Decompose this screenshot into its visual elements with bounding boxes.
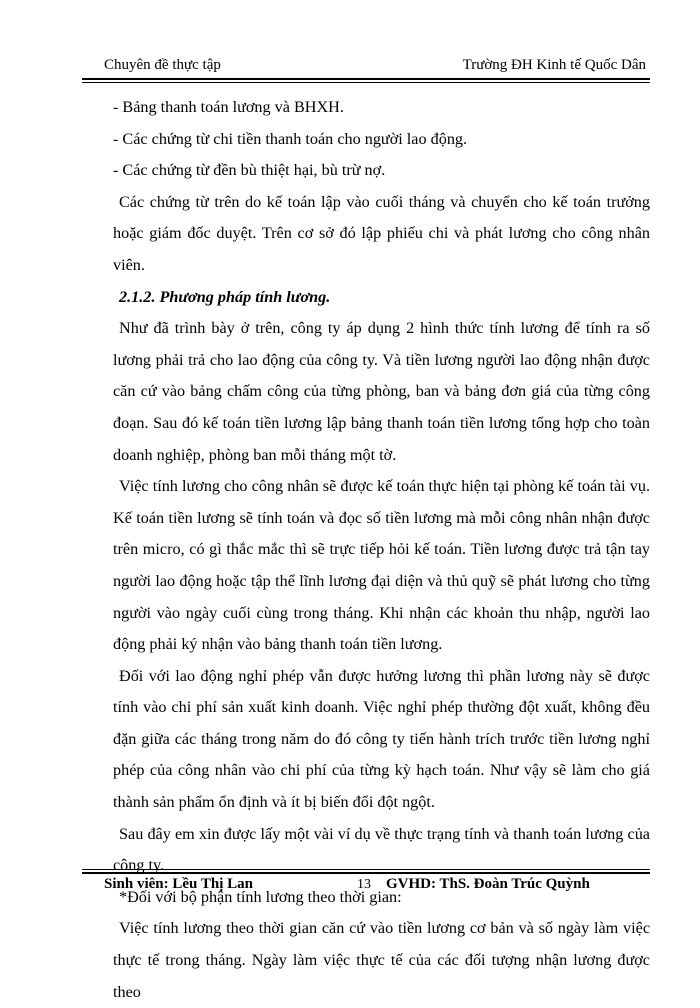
header-rule-thin — [82, 82, 650, 83]
body-paragraph: Như đã trình bày ở trên, công ty áp dụng 2 hình thức tính lương để tính ra số lương phải trả cho lao động của công ty. Và tiền lương người lao động nhận được căn cứ vào bảng chấm công của từng phòng, ban và bảng đơn giá của từng công đoạn. Sau đó kế toán tiền lương lập bảng thanh toán tiền lương tổng hợp cho toàn doanh nghiệp, phòng ban mỗi tháng một tờ. — [113, 319, 650, 464]
body-paragraph: Việc tính lương cho công nhân sẽ được kế toán thực hiện tại phòng kế toán tài vụ. Kế toán tiền lương sẽ tính toán và đọc số tiền lương mà mỗi công nhân nhận được trên micro, có gì thắc mắc thì sẽ trực tiếp hỏi kế toán. Tiền lương được trả tận tay người lao động hoặc tập thể lĩnh lương đại diện và thủ quỹ sẽ phát lương cho từng người vào ngày cuối cùng trong tháng. Khi nhận các khoản thu nhập, người lao động phải ký nhận vào bảng thanh toán tiền lương. — [113, 477, 650, 654]
bullet-item: - Bảng thanh toán lương và BHXH. — [113, 98, 344, 116]
page-footer — [104, 876, 646, 900]
body-paragraph: Đối với lao động nghỉ phép vẫn được hưởng lương thì phần lương này sẽ được tính vào chi phí sản xuất kinh doanh. Việc nghỉ phép thường đột xuất, không đều đặn giữa các tháng trong năm do đó công ty tiến hành trích trước tiền lương nghỉ phép của công nhân vào chi phí của từng kỳ hạch toán. Như vậy sẽ làm cho giá thành sản phẩm ổn định và ít bị biến đổi đột ngột. — [113, 666, 650, 812]
footer-rule-thick — [82, 872, 650, 874]
footer-rule-thin — [82, 869, 650, 870]
bullet-item: - Các chứng từ đền bù thiệt hại, bù trừ nợ. — [113, 161, 386, 180]
header-university: Trường ĐH Kinh tế Quốc Dân — [462, 57, 646, 73]
page-body — [113, 92, 650, 1008]
body-paragraph: *Đối với bộ phận tính lương theo thời gian: — [119, 887, 402, 906]
footer-advisor: GVHD: ThS. Đoàn Trúc Quỳnh — [386, 876, 590, 892]
footer-student: Sinh viên: Lều Thị Lan — [104, 876, 253, 892]
header-rule-thick — [82, 78, 650, 80]
body-paragraph: Các chứng từ trên do kế toán lập vào cuối tháng và chuyển cho kế toán trưởng hoặc giám đốc duyệt. Trên cơ sở đó lập phiếu chi và phát lương cho công nhân viên. — [113, 192, 650, 274]
header-document-type: Chuyên đề thực tập — [104, 57, 221, 73]
bullet-item: - Các chứng từ chi tiền thanh toán cho người lao động. — [113, 129, 468, 148]
body-paragraph: Việc tính lương theo thời gian căn cứ vào tiền lương cơ bản và số ngày làm việc thực tế trong tháng. Ngày làm việc thực tế của các đối tượng nhận lương được theo — [113, 919, 650, 1001]
page-number: 13 — [357, 877, 371, 892]
section-heading: 2.1.2. Phương pháp tính lương. — [119, 287, 331, 306]
body-paragraph: Sau đây em xin được lấy một vài ví dụ về thực trạng tính và thanh toán lương của công ty. — [113, 824, 650, 875]
